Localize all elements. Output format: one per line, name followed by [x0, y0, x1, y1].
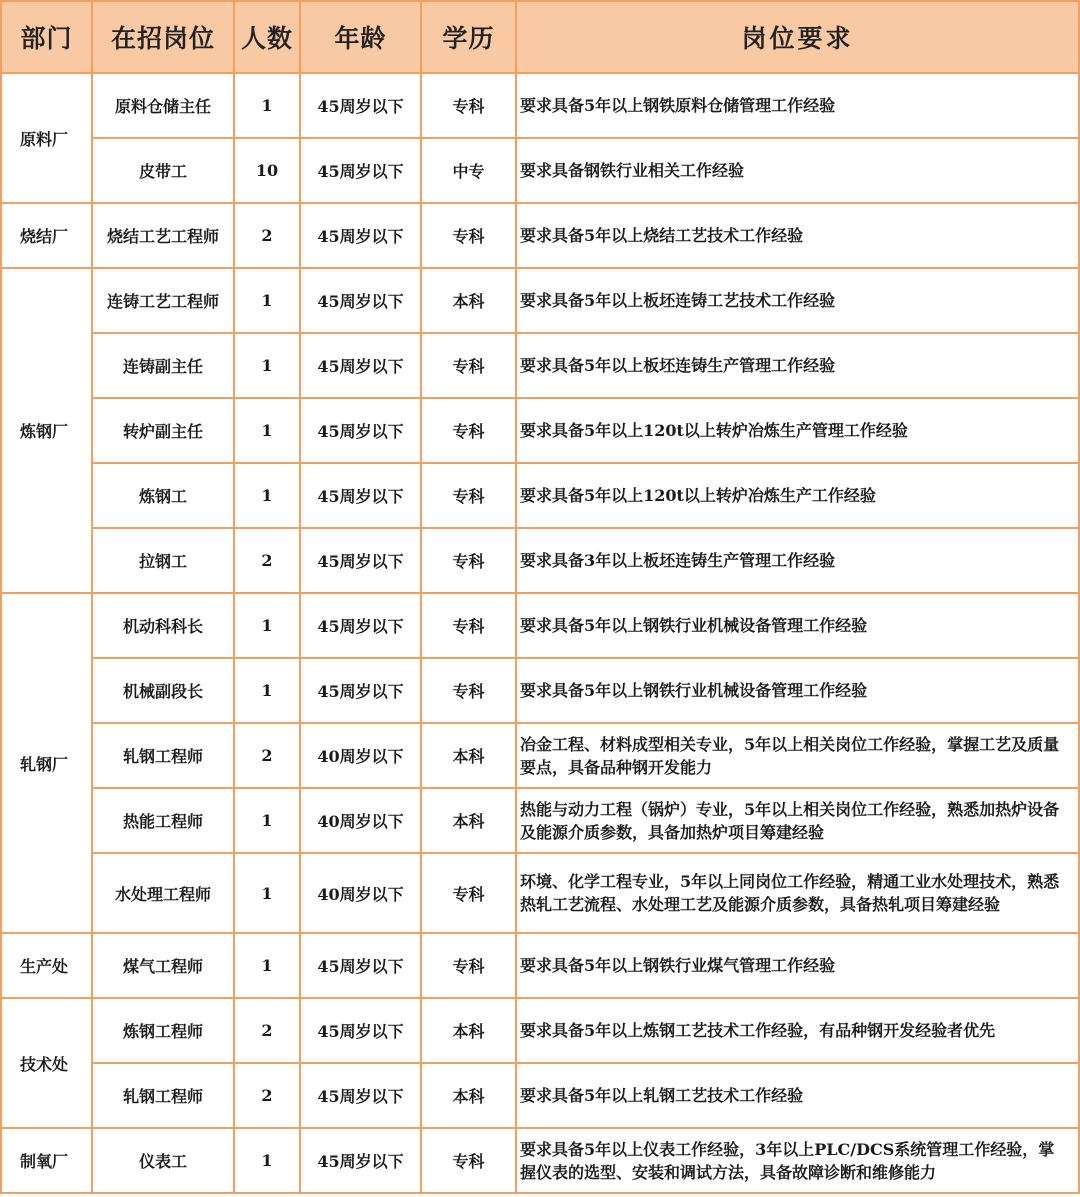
position-cell: 煤气工程师 [92, 933, 234, 998]
position-cell: 炼钢工程师 [92, 998, 234, 1063]
requirement-cell: 热能与动力工程（锅炉）专业，5年以上相关岗位工作经验，熟悉加热炉设备及能源介质参数，具备加热炉项目筹建经验 [516, 788, 1079, 853]
position-cell: 水处理工程师 [92, 853, 234, 933]
table-body [1, 73, 1079, 1193]
requirement-cell: 要求具备钢铁行业相关工作经验 [516, 138, 1079, 203]
education-cell: 专科 [421, 203, 516, 268]
table-row [1, 933, 1079, 998]
header-requirements: 岗位要求 [516, 1, 1079, 73]
education-cell: 本科 [421, 998, 516, 1063]
position-cell: 仪表工 [92, 1128, 234, 1193]
education-cell: 专科 [421, 398, 516, 463]
header-department: 部门 [1, 1, 92, 73]
position-cell: 连铸工艺工程师 [92, 268, 234, 333]
age-cell: 45周岁以下 [300, 658, 421, 723]
age-cell: 45周岁以下 [300, 998, 421, 1063]
count-cell: 2 [234, 203, 300, 268]
department-cell: 原料厂 [1, 73, 92, 203]
requirement-cell: 要求具备5年以上120t以上转炉冶炼生产管理工作经验 [516, 398, 1079, 463]
count-cell: 2 [234, 723, 300, 788]
position-cell: 烧结工艺工程师 [92, 203, 234, 268]
count-cell: 2 [234, 1063, 300, 1128]
table-row [1, 593, 1079, 658]
requirement-cell: 要求具备5年以上轧钢工艺技术工作经验 [516, 1063, 1079, 1128]
table-row [1, 1063, 1079, 1128]
requirement-cell: 环境、化学工程专业，5年以上同岗位工作经验，精通工业水处理技术，熟悉热轧工艺流程、水处理工艺及能源介质参数，具备热轧项目筹建经验 [516, 853, 1079, 933]
count-cell: 1 [234, 593, 300, 658]
education-cell: 专科 [421, 333, 516, 398]
education-cell: 专科 [421, 528, 516, 593]
position-cell: 拉钢工 [92, 528, 234, 593]
education-cell: 专科 [421, 463, 516, 528]
table-row [1, 788, 1079, 853]
count-cell: 1 [234, 398, 300, 463]
table-row [1, 528, 1079, 593]
table-row [1, 203, 1079, 268]
table-row [1, 998, 1079, 1063]
age-cell: 45周岁以下 [300, 933, 421, 998]
education-cell: 专科 [421, 593, 516, 658]
table-row [1, 73, 1079, 138]
requirement-cell: 要求具备5年以上钢铁行业机械设备管理工作经验 [516, 593, 1079, 658]
education-cell: 专科 [421, 1128, 516, 1193]
education-cell: 本科 [421, 788, 516, 853]
position-cell: 皮带工 [92, 138, 234, 203]
table-row [1, 658, 1079, 723]
age-cell: 45周岁以下 [300, 138, 421, 203]
requirement-cell: 冶金工程、材料成型相关专业，5年以上相关岗位工作经验，掌握工艺及质量要点，具备品种钢开发能力 [516, 723, 1079, 788]
age-cell: 45周岁以下 [300, 528, 421, 593]
count-cell: 2 [234, 528, 300, 593]
requirement-cell: 要求具备5年以上板坯连铸生产管理工作经验 [516, 333, 1079, 398]
requirement-cell: 要求具备5年以上钢铁行业煤气管理工作经验 [516, 933, 1079, 998]
count-cell: 1 [234, 1128, 300, 1193]
age-cell: 45周岁以下 [300, 268, 421, 333]
position-cell: 连铸副主任 [92, 333, 234, 398]
department-cell: 轧钢厂 [1, 593, 92, 933]
table-row [1, 138, 1079, 203]
requirement-cell: 要求具备5年以上钢铁行业机械设备管理工作经验 [516, 658, 1079, 723]
requirement-cell: 要求具备5年以上仪表工作经验，3年以上PLC/DCS系统管理工作经验，掌握仪表的选型、安装和调试方法，具备故障诊断和维修能力 [516, 1128, 1079, 1193]
age-cell: 45周岁以下 [300, 1128, 421, 1193]
requirement-cell: 要求具备5年以上120t以上转炉冶炼生产工作经验 [516, 463, 1079, 528]
education-cell: 本科 [421, 1063, 516, 1128]
age-cell: 45周岁以下 [300, 398, 421, 463]
age-cell: 45周岁以下 [300, 1063, 421, 1128]
department-cell: 生产处 [1, 933, 92, 998]
age-cell: 40周岁以下 [300, 723, 421, 788]
age-cell: 45周岁以下 [300, 73, 421, 138]
age-cell: 40周岁以下 [300, 788, 421, 853]
requirement-cell: 要求具备5年以上烧结工艺技术工作经验 [516, 203, 1079, 268]
education-cell: 本科 [421, 268, 516, 333]
position-cell: 原料仓储主任 [92, 73, 234, 138]
count-cell: 1 [234, 463, 300, 528]
header-age: 年龄 [300, 1, 421, 73]
header-position: 在招岗位 [92, 1, 234, 73]
header-count: 人数 [234, 1, 300, 73]
education-cell: 专科 [421, 853, 516, 933]
table-row [1, 463, 1079, 528]
header-row [1, 1, 1079, 73]
education-cell: 中专 [421, 138, 516, 203]
table-row [1, 723, 1079, 788]
count-cell: 1 [234, 933, 300, 998]
count-cell: 1 [234, 853, 300, 933]
position-cell: 轧钢工程师 [92, 723, 234, 788]
position-cell: 机械副段长 [92, 658, 234, 723]
table-row [1, 333, 1079, 398]
header-education: 学历 [421, 1, 516, 73]
requirement-cell: 要求具备5年以上板坯连铸工艺技术工作经验 [516, 268, 1079, 333]
count-cell: 1 [234, 73, 300, 138]
requirement-cell: 要求具备5年以上钢铁原料仓储管理工作经验 [516, 73, 1079, 138]
department-cell: 制氧厂 [1, 1128, 92, 1193]
age-cell: 45周岁以下 [300, 333, 421, 398]
age-cell: 40周岁以下 [300, 853, 421, 933]
position-cell: 机动科科长 [92, 593, 234, 658]
department-cell: 技术处 [1, 998, 92, 1128]
count-cell: 1 [234, 788, 300, 853]
position-cell: 轧钢工程师 [92, 1063, 234, 1128]
age-cell: 45周岁以下 [300, 203, 421, 268]
table-row [1, 853, 1079, 933]
count-cell: 1 [234, 333, 300, 398]
department-cell: 烧结厂 [1, 203, 92, 268]
department-cell: 炼钢厂 [1, 268, 92, 593]
count-cell: 1 [234, 268, 300, 333]
position-cell: 炼钢工 [92, 463, 234, 528]
requirement-cell: 要求具备5年以上炼钢工艺技术工作经验，有品种钢开发经验者优先 [516, 998, 1079, 1063]
education-cell: 专科 [421, 658, 516, 723]
count-cell: 10 [234, 138, 300, 203]
table-row [1, 398, 1079, 463]
position-cell: 转炉副主任 [92, 398, 234, 463]
position-cell: 热能工程师 [92, 788, 234, 853]
table-row [1, 268, 1079, 333]
age-cell: 45周岁以下 [300, 593, 421, 658]
education-cell: 专科 [421, 933, 516, 998]
age-cell: 45周岁以下 [300, 463, 421, 528]
count-cell: 1 [234, 658, 300, 723]
table-row [1, 1128, 1079, 1193]
count-cell: 2 [234, 998, 300, 1063]
requirement-cell: 要求具备3年以上板坯连铸生产管理工作经验 [516, 528, 1079, 593]
education-cell: 本科 [421, 723, 516, 788]
education-cell: 专科 [421, 73, 516, 138]
